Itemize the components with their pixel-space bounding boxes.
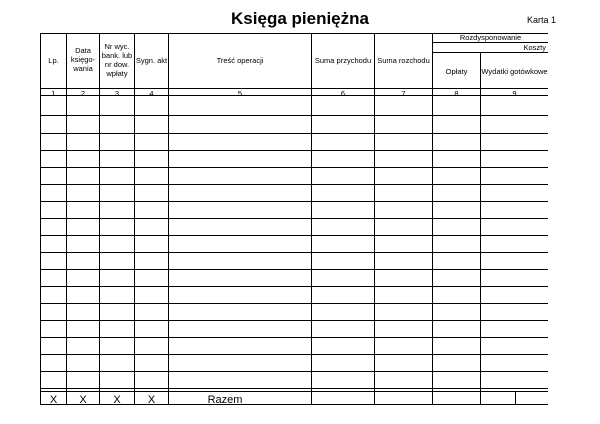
column-number: 3 — [114, 89, 120, 98]
column-number: 8 — [454, 89, 459, 98]
total-x-mark: X — [49, 394, 58, 406]
header-koszty: Koszty — [523, 43, 546, 52]
header-suma-przychodu: Suma przychodu — [314, 56, 372, 65]
header-suma-rozchodu: Suma rozchodu — [377, 56, 430, 65]
header-oplaty: Opłaty — [445, 67, 468, 76]
header-nr-wyciagu: Nr wyc. bank. lub nr dow. wpłaty — [101, 42, 133, 78]
header-data-ksiegowania: Data księgo-wania — [70, 46, 96, 73]
column-number: 7 — [401, 89, 406, 98]
column-number: 6 — [340, 89, 346, 98]
header-sygn-akt: Sygn. akt — [135, 56, 168, 65]
column-number: 2 — [80, 89, 86, 98]
header-lp: Lp. — [48, 56, 59, 65]
total-x-mark: X — [79, 394, 87, 406]
column-number: 4 — [149, 89, 154, 98]
header-wydatki-gotowkowe: Wydatki gotówkowe — [481, 67, 548, 76]
header-rozdysponowanie: Rozdysponowanie — [459, 33, 522, 42]
column-number: 9 — [512, 89, 517, 98]
total-x-mark: X — [147, 394, 156, 406]
total-razem-label: Razem — [207, 394, 243, 406]
header-tresc-operacji: Treść operacji — [216, 56, 264, 65]
column-number: 5 — [237, 89, 243, 98]
column-number: 1 — [51, 89, 56, 98]
total-x-mark: X — [113, 394, 121, 406]
page-title: Księga pieniężna — [231, 9, 369, 28]
card-label: Karta 1 — [527, 15, 557, 25]
